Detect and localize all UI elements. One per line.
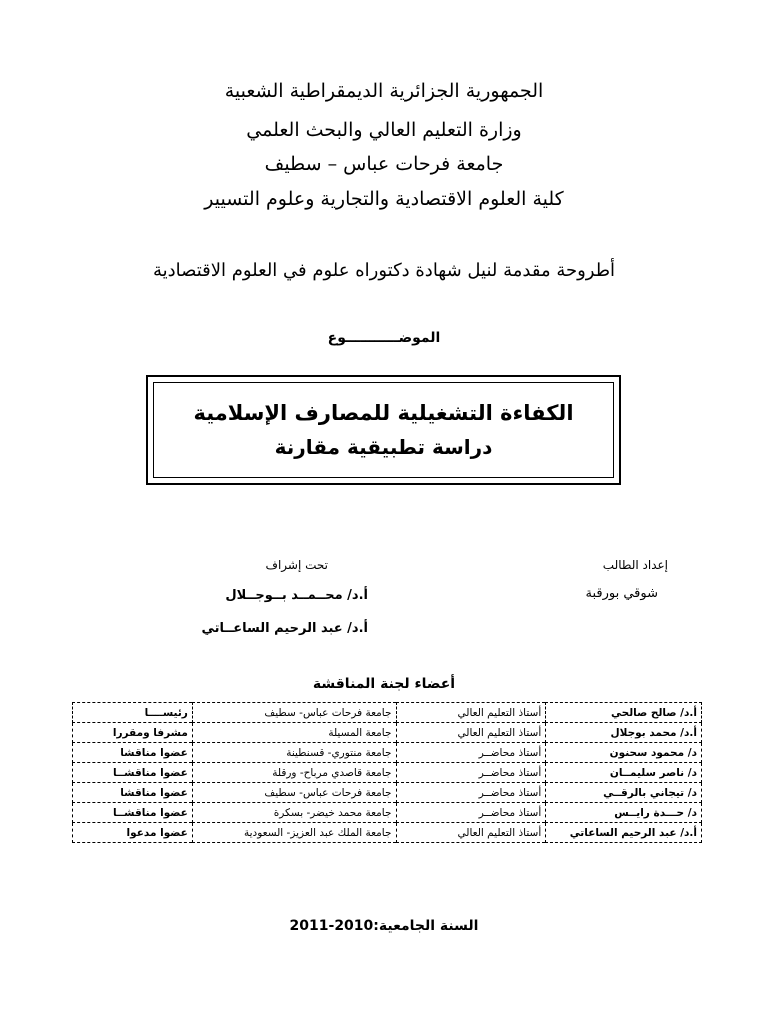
table-row	[73, 763, 702, 783]
table-row	[73, 743, 702, 763]
member-name: د/ تيجاني بالرقــي	[546, 783, 702, 803]
title-box	[146, 375, 621, 485]
university-name: جامعة فرحات عباس – سطيف	[264, 153, 504, 175]
member-role: عضوا مناقشــا	[73, 803, 193, 823]
member-name: د/ ناصر سليمــان	[546, 763, 702, 783]
student-label: إعداد الطالب	[602, 558, 668, 572]
supervisor-2: أ.د/ عبد الرحيم الساعــاتي	[201, 621, 368, 636]
member-rank: أستاذ محاضــر	[396, 783, 546, 803]
supervision-label: تحت إشراف	[265, 558, 328, 572]
member-rank: أستاذ محاضــر	[396, 803, 546, 823]
member-name: د/ حـــدة رايــس	[546, 803, 702, 823]
member-name: أ.د/ عبد الرحيم الساعاتي	[546, 823, 702, 843]
member-name: د/ محمود سحنون	[546, 743, 702, 763]
member-name: أ.د/ صالح صالحي	[546, 703, 702, 723]
academic-year: السنة الجامعية:2010-2011	[289, 918, 479, 934]
member-university: جامعة قاصدي مرباح- ورقلة	[192, 763, 396, 783]
table-row	[73, 723, 702, 743]
member-university: جامعة المسيلة	[192, 723, 396, 743]
committee-title: أعضاء لجنة المناقشة	[312, 676, 456, 692]
thesis-subtitle: دراسة تطبيقية مقارنة	[274, 435, 493, 459]
ministry-name: وزارة التعليم العالي والبحث العلمي	[246, 119, 522, 141]
member-rank: أستاذ التعليم العالي	[396, 823, 546, 843]
table-row	[73, 703, 702, 723]
member-role: عضوا مناقشا	[73, 783, 193, 803]
student-name: شوقي بورقبة	[585, 586, 658, 601]
member-role: عضوا مدعوا	[73, 823, 193, 843]
member-rank: أستاذ محاضــر	[396, 763, 546, 783]
member-rank: أستاذ التعليم العالي	[396, 703, 546, 723]
member-university: جامعة الملك عبد العزيز- السعودية	[192, 823, 396, 843]
country-name: الجمهورية الجزائرية الديمقراطية الشعبية	[224, 80, 544, 102]
committee-table	[72, 702, 702, 843]
member-university: جامعة فرحات عباس- سطيف	[192, 703, 396, 723]
member-role: عضوا مناقشــا	[73, 763, 193, 783]
member-role: مشرفا ومقررا	[73, 723, 193, 743]
thesis-description: أطروحة مقدمة لنيل شهادة دكتوراه علوم في العلوم الاقتصادية	[152, 260, 616, 281]
supervisor-1: أ.د/ محــمــد بــوجــلال	[225, 588, 368, 603]
faculty-name: كلية العلوم الاقتصادية والتجارية وعلوم التسيير	[204, 188, 564, 210]
table-row	[73, 823, 702, 843]
table-row	[73, 783, 702, 803]
subject-label: الموضـــــــــــوع	[327, 330, 441, 346]
table-row	[73, 803, 702, 823]
member-role: عضوا مناقشا	[73, 743, 193, 763]
member-name: أ.د/ محمد بوجلال	[546, 723, 702, 743]
member-rank: أستاذ محاضــر	[396, 743, 546, 763]
member-university: جامعة محمد خيضر- بسكرة	[192, 803, 396, 823]
title-box-inner	[153, 382, 614, 478]
thesis-title: الكفاءة التشغيلية للمصارف الإسلامية	[193, 401, 574, 425]
member-university: جامعة منتوري- قسنطينة	[192, 743, 396, 763]
member-university: جامعة فرحات عباس- سطيف	[192, 783, 396, 803]
member-rank: أستاذ التعليم العالي	[396, 723, 546, 743]
member-role: رئيســــا	[73, 703, 193, 723]
